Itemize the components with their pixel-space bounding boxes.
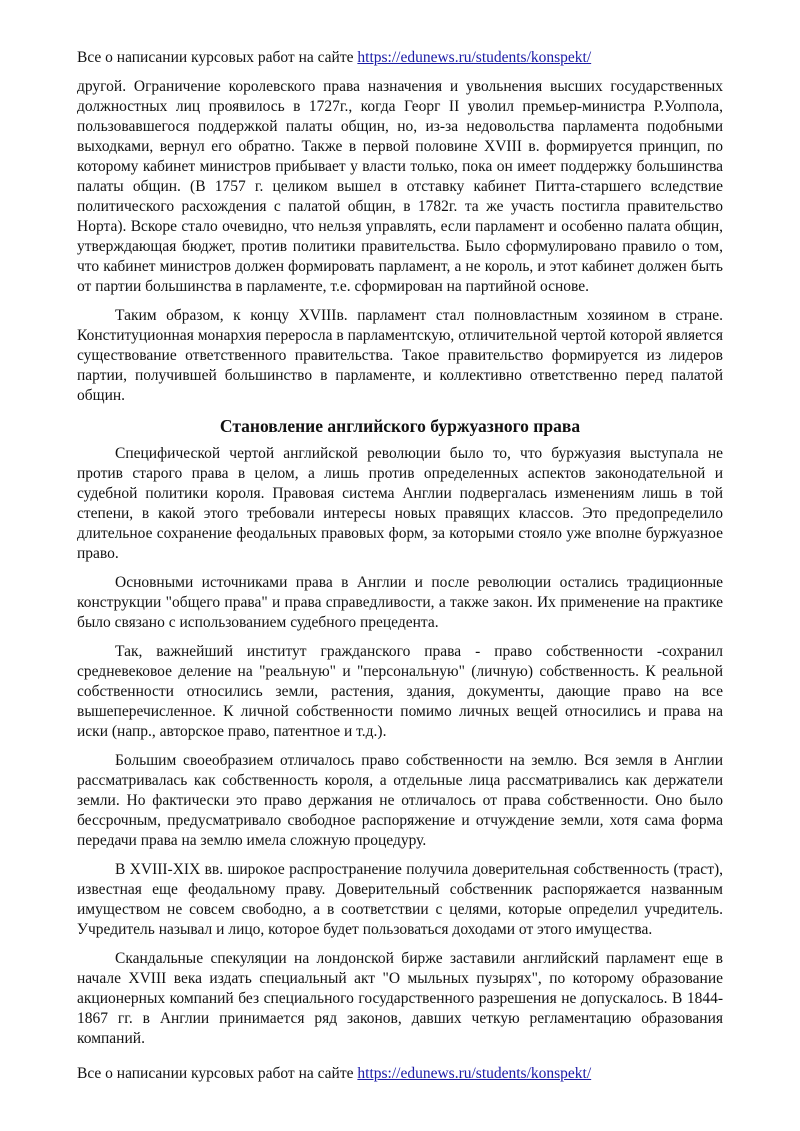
paragraph-property-right: Так, важнейший институт гражданского права - право собственности -сохранил средневековое деление на "реальную" и "персональную" (личную) собственность. К реальной собственности относились земли, растения, здания, документы, дающие право на все вышеперечисленное. К личной собственности помимо личных вещей относились и права на иски (напр., авторское право, патентное и т.д.). <box>77 643 723 740</box>
paragraph-land-ownership: Большим своеобразием отличалось право собственности на землю. Вся земля в Англии рассматривалась как собственность короля, а отдельные лица рассматривались как держатели земли. Но фактически это право держания не отличалось от права собственности. Оно было бессрочным, предусматривало свободное распоряжение и отчуждение земли, хотя сама форма передачи права на землю имела сложную процедуру. <box>77 752 723 849</box>
paragraph-continued: другой. Ограничение королевского права назначения и увольнения высших государственных должностных лиц проявилось в 1727г., когда Георг II уволил премьер-министра Р.Уолпола, пользовавшегося поддержкой палаты общин, но, из-за недовольства парламента подобными выходками, вернул его обратно. Также в первой половине XVIII в. формируется принцип, по которому кабинет министров прибывает у власти только, пока он имеет поддержку большинства палаты общин. (В 1757 г. целиком вышел в отставку кабинет Питта-старшего вследствие политического расхождения с палатой общин, в 1782г. та же участь постигла правительство Норта). Вскоре стало очевидно, что нельзя управлять, если парламент и особенно палата общин, утверждающая бюджет, против политики правительства. Было сформулировано правило о том, что кабинет министров должен формировать парламент, а не король, и этот кабинет должен быть от партии большинства в парламенте, т.е. сформирован на партийной основе. <box>77 78 723 295</box>
paragraph-parliament-summary: Таким образом, к концу XVIIIв. парламент стал полновластным хозяином в стране. Конституционная монархия переросла в парламентскую, отличительной чертой которой является существование ответственного правительства. Такое правительство формируется из лидеров партии, получившей большинство в парламенте, и коллективно ответственно перед палатой общин. <box>77 307 723 404</box>
page-footer <box>77 1064 591 1084</box>
section-title: Становление английского буржуазного права <box>219 416 581 436</box>
header-link[interactable]: https://edunews.ru/students/konspekt/ <box>357 49 592 66</box>
footer-text: Все о написании курсовых работ на сайте <box>77 1065 358 1082</box>
page-header <box>77 48 591 68</box>
paragraph-sources-of-law: Основными источниками права в Англии и после революции остались традиционные конструкции "общего права" и права справедливости, а также закон. Их применение на практике было связано с использованием судебного прецедента. <box>77 574 723 631</box>
paragraph-bubble-act: Скандальные спекуляции на лондонской бирже заставили английский парламент еще в начале XVIII века издать специальный акт "О мыльных пузырях", по которому образование акционерных компаний без специального государственного разрешения не допускалось. В 1844-1867 гг. в Англии принимается ряд законов, давших четкую регламентацию образования компаний. <box>77 950 723 1047</box>
paragraph-trust: В XVIII-XIX вв. широкое распространение получила доверительная собственность (траст), известная еще феодальному праву. Доверительный собственник распоряжается названным имуществом не совсем свободно, а в соответствии с целями, которые определил учредитель. Учредитель называл и лицо, которое будет пользоваться доходами от этого имущества. <box>77 861 723 938</box>
document-body <box>77 77 723 1058</box>
footer-link[interactable]: https://edunews.ru/students/konspekt/ <box>357 1065 592 1082</box>
paragraph-revolution-specifics: Специфической чертой английской революции было то, что буржуазия выступала не против старого права в целом, а лишь против определенных аспектов законодательной и судебной политики короля. Правовая система Англии подвергалась изменениям лишь в той степени, в какой этого требовали интересы новых правящих классов. Это предопределило длительное сохранение феодальных правовых форм, за которыми стояло уже вполне буржуазное право. <box>77 445 723 562</box>
header-text: Все о написании курсовых работ на сайте <box>77 49 358 66</box>
